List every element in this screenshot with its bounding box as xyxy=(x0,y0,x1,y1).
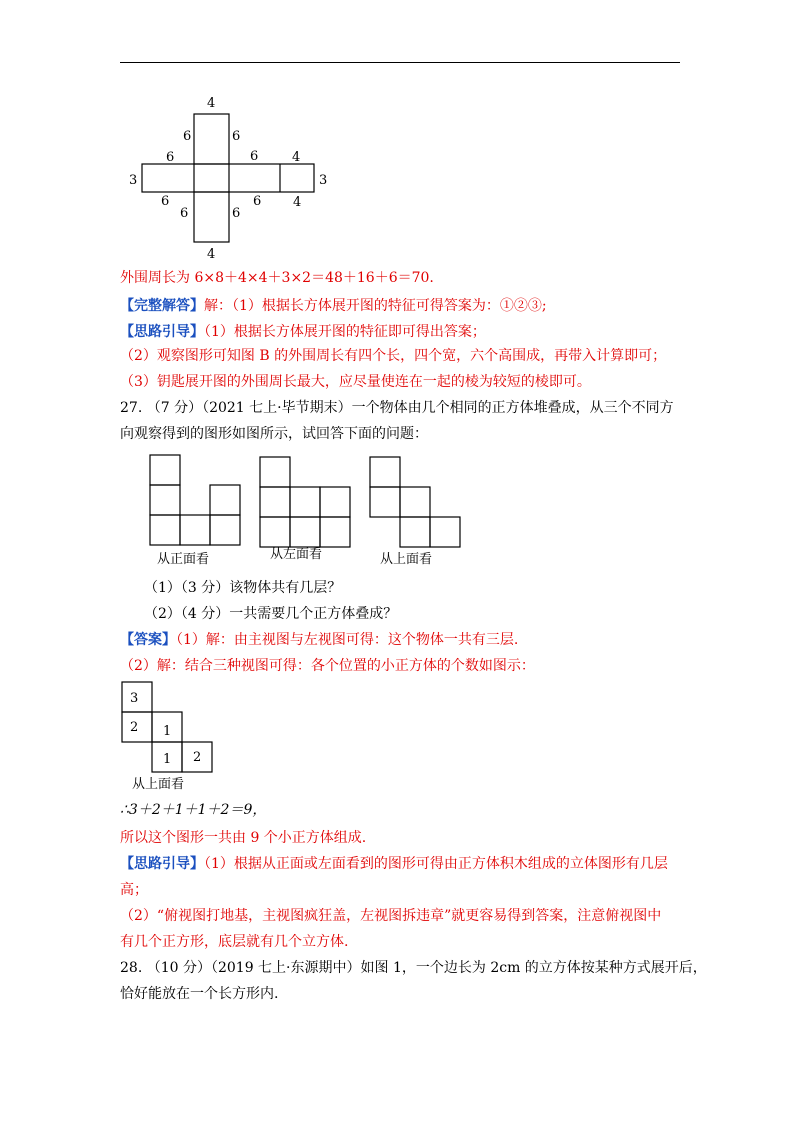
net-middle-strip xyxy=(142,164,314,192)
label-top-4: 4 xyxy=(207,96,216,111)
q27-sub1: （1）（3 分）该物体共有几层？ xyxy=(144,580,342,596)
hint3-text: （3）钥匙展开图的外围周长最大，应尽量使连在一起的棱为较短的棱即可。 xyxy=(120,374,591,390)
label-6: 6 xyxy=(180,206,189,221)
hint2-tag: 【思路引导】 xyxy=(120,856,204,872)
hint2-line1-text: （1）根据从正面或左面看到的图形可得由正方体积木组成的立体图形有几层 xyxy=(204,856,668,872)
label-6: 6 xyxy=(250,149,259,164)
top-view-caption: 从上面看 xyxy=(380,552,433,567)
full-answer-line xyxy=(120,296,547,316)
hint2-line2: 高； xyxy=(120,882,148,898)
header-rule xyxy=(120,62,680,63)
answer-tag: 【答案】 xyxy=(120,632,176,648)
q27-sub2: （2）（4 分）一共需要几个正方体叠成？ xyxy=(144,606,398,622)
equation-line: ∴3＋2＋1＋1＋2＝9， xyxy=(120,802,267,818)
hint-line xyxy=(120,322,486,342)
three-views-figure xyxy=(145,450,465,575)
hint1-text: （1）根据长方体展开图的特征即可得出答案； xyxy=(204,324,486,340)
q28-line1: 28. （10 分）（2019 七上·东源期中）如图 1，一个边长为 2cm 的立方体按某种方式展开后， xyxy=(120,960,707,976)
conclusion-line: 所以这个图形一共由 9 个小正方体组成. xyxy=(120,830,367,846)
hint2-line3: （2）“俯视图打地基，主视图疯狂盖，左视图拆违章”就更容易得到答案，注意俯视图中 xyxy=(120,908,662,924)
hint2-line4: 有几个正方形，底层就有几个立方体. xyxy=(120,934,349,950)
full-answer-text: 解：（1）根据长方体展开图的特征可得答案为：①②③; xyxy=(204,298,547,314)
label-left-3: 3 xyxy=(129,173,138,188)
answer1-text: （1）解：由主视图与左视图可得：这个物体一共有三层. xyxy=(176,632,519,648)
answer2-text: （2）解：结合三种视图可得：各个位置的小正方体的个数如图示： xyxy=(120,658,535,674)
grid-number: 3 xyxy=(130,691,139,706)
label-6: 6 xyxy=(161,194,170,209)
cuboid-net-diagram xyxy=(120,90,340,265)
label-6: 6 xyxy=(253,194,262,209)
full-answer-tag: 【完整解答】 xyxy=(120,298,204,314)
hint2-text: （2）观察图形可知图 B 的外围周长有四个长，四个宽，六个高围成，再带入计算即可； xyxy=(120,348,667,364)
label-6: 6 xyxy=(183,129,192,144)
answer-line xyxy=(120,630,518,650)
q27-line2: 向观察得到的图形如图所示，试回答下面的问题： xyxy=(120,426,428,442)
grid-number: 2 xyxy=(130,720,139,735)
label-4: 4 xyxy=(292,150,301,165)
hint2-line1 xyxy=(120,854,668,874)
net-top-face xyxy=(194,114,229,164)
grid-caption: 从上面看 xyxy=(132,777,185,792)
q27-line1: 27. （7 分）（2021 七上·毕节期末）一个物体由几个相同的正方体堆叠成，从三个不同方 xyxy=(120,400,674,416)
label-right-3: 3 xyxy=(319,173,328,188)
label-6: 6 xyxy=(232,129,241,144)
left-view-caption: 从左面看 xyxy=(270,547,323,562)
numbered-top-view xyxy=(118,678,228,793)
label-4: 4 xyxy=(293,195,302,210)
grid-number: 2 xyxy=(193,750,202,765)
label-6: 6 xyxy=(166,150,175,165)
front-view-caption: 从正面看 xyxy=(157,552,210,567)
net-bottom-face xyxy=(194,192,229,242)
grid-number: 1 xyxy=(163,752,172,767)
perimeter-line: 外围周长为 6×8＋4×4＋3×2＝48＋16＋6＝70. xyxy=(120,270,434,286)
hint-tag: 【思路引导】 xyxy=(120,324,204,340)
grid-number: 1 xyxy=(163,724,172,739)
label-bottom-4: 4 xyxy=(207,247,216,262)
label-6: 6 xyxy=(232,206,241,221)
q28-line2: 恰好能放在一个长方形内. xyxy=(120,986,279,1002)
